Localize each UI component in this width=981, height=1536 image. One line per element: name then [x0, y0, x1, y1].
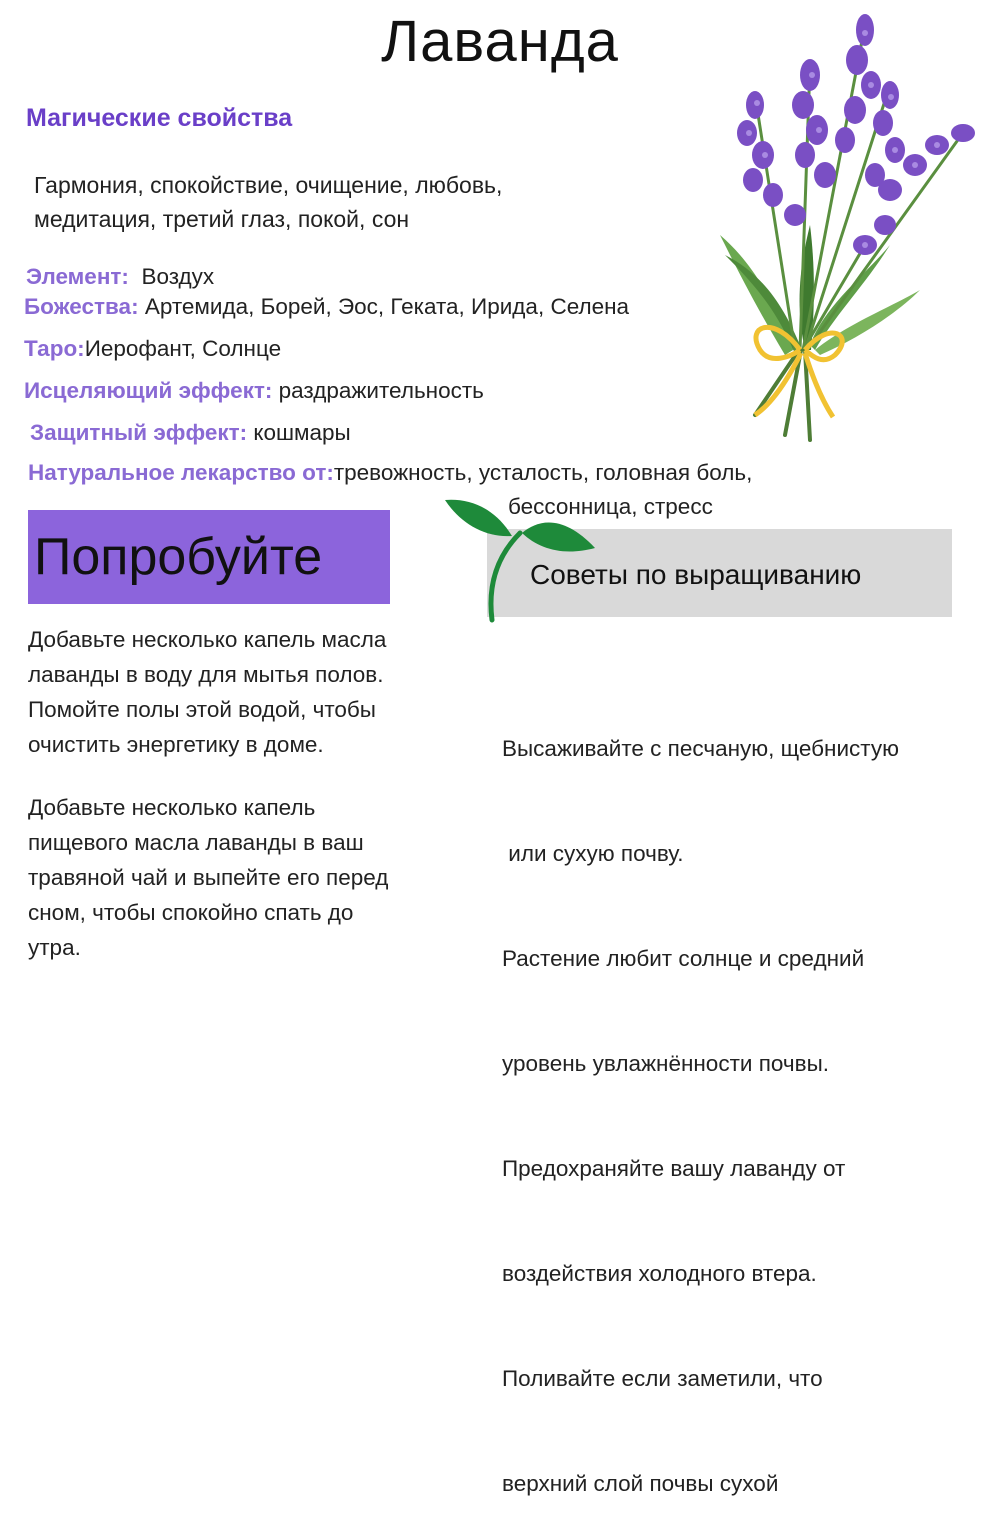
try-p2-line: пищевого масла лаванды в ваш	[28, 830, 364, 855]
try-p1-line: Добавьте несколько капель масла	[28, 627, 387, 652]
tip-line: верхний слой почвы сухой	[502, 1471, 779, 1496]
healing-value: раздражительность	[278, 378, 484, 403]
sprout-icon	[440, 488, 610, 623]
remedy-row	[28, 460, 752, 486]
growing-tips-heading: Советы по выращиванию	[487, 529, 952, 617]
tip-line: Растение любит солнце и средний	[502, 946, 865, 971]
tip-line: Предохраняйте вашу лаванду от	[502, 1156, 846, 1181]
try-p2-line: травяной чай и выпейте его перед	[28, 865, 389, 890]
tip-line: или сухую почву.	[502, 841, 684, 866]
healing-row	[24, 378, 484, 404]
page-title: Лаванда	[381, 9, 619, 74]
element-label: Элемент:	[26, 264, 129, 289]
growing-tips-text	[502, 661, 899, 1536]
try-paragraph-1	[28, 622, 386, 762]
tip-line: воздействия холодного втера.	[502, 1261, 817, 1286]
try-p1-line: Помойте полы этой водой, чтобы	[28, 697, 376, 722]
deities-value: Артемида, Борей, Эос, Геката, Ирида, Селена	[144, 294, 630, 319]
tarot-value: Иерофант, Солнце	[84, 336, 282, 361]
tarot-row	[24, 336, 281, 362]
deities-row	[24, 294, 629, 320]
remedy-value-2: бессонница, стресс	[508, 494, 713, 519]
element-value: Воздух	[141, 264, 215, 289]
protective-label: Защитный эффект:	[30, 420, 248, 445]
try-paragraph-2	[28, 790, 388, 965]
try-p1-line: очистить энергетику в доме.	[28, 732, 324, 757]
lavender-bouquet-icon	[715, 5, 981, 443]
try-heading: Попробуйте	[28, 510, 390, 604]
try-p1-line: лаванды в воду для мытья полов.	[28, 662, 384, 687]
element-row	[26, 264, 214, 290]
remedy-label: Натуральное лекарство от:	[28, 460, 334, 485]
tip-line: Поливайте если заметили, что	[502, 1366, 823, 1391]
magic-line-2: медитация, третий глаз, покой, сон	[34, 206, 410, 232]
magic-properties-heading: Магические свойства	[26, 104, 293, 132]
magic-line-1: Гармония, спокойствие, очищение, любовь,	[34, 172, 503, 198]
protective-row	[30, 420, 351, 446]
try-p2-line: утра.	[28, 935, 81, 960]
tip-line: Высаживайте с песчаную, щебнистую	[502, 736, 899, 761]
healing-label: Исцеляющий эффект:	[24, 378, 273, 403]
tip-line: уровень увлажнённости почвы.	[502, 1051, 829, 1076]
protective-value: кошмары	[253, 420, 351, 445]
remedy-value-1: тревожность, усталость, головная боль,	[333, 460, 753, 485]
magic-properties-text	[34, 168, 502, 236]
deities-label: Божества:	[24, 294, 139, 319]
tarot-label: Таро:	[24, 336, 85, 361]
try-p2-line: Добавьте несколько капель	[28, 795, 316, 820]
try-p2-line: сном, чтобы спокойно спать до	[28, 900, 354, 925]
